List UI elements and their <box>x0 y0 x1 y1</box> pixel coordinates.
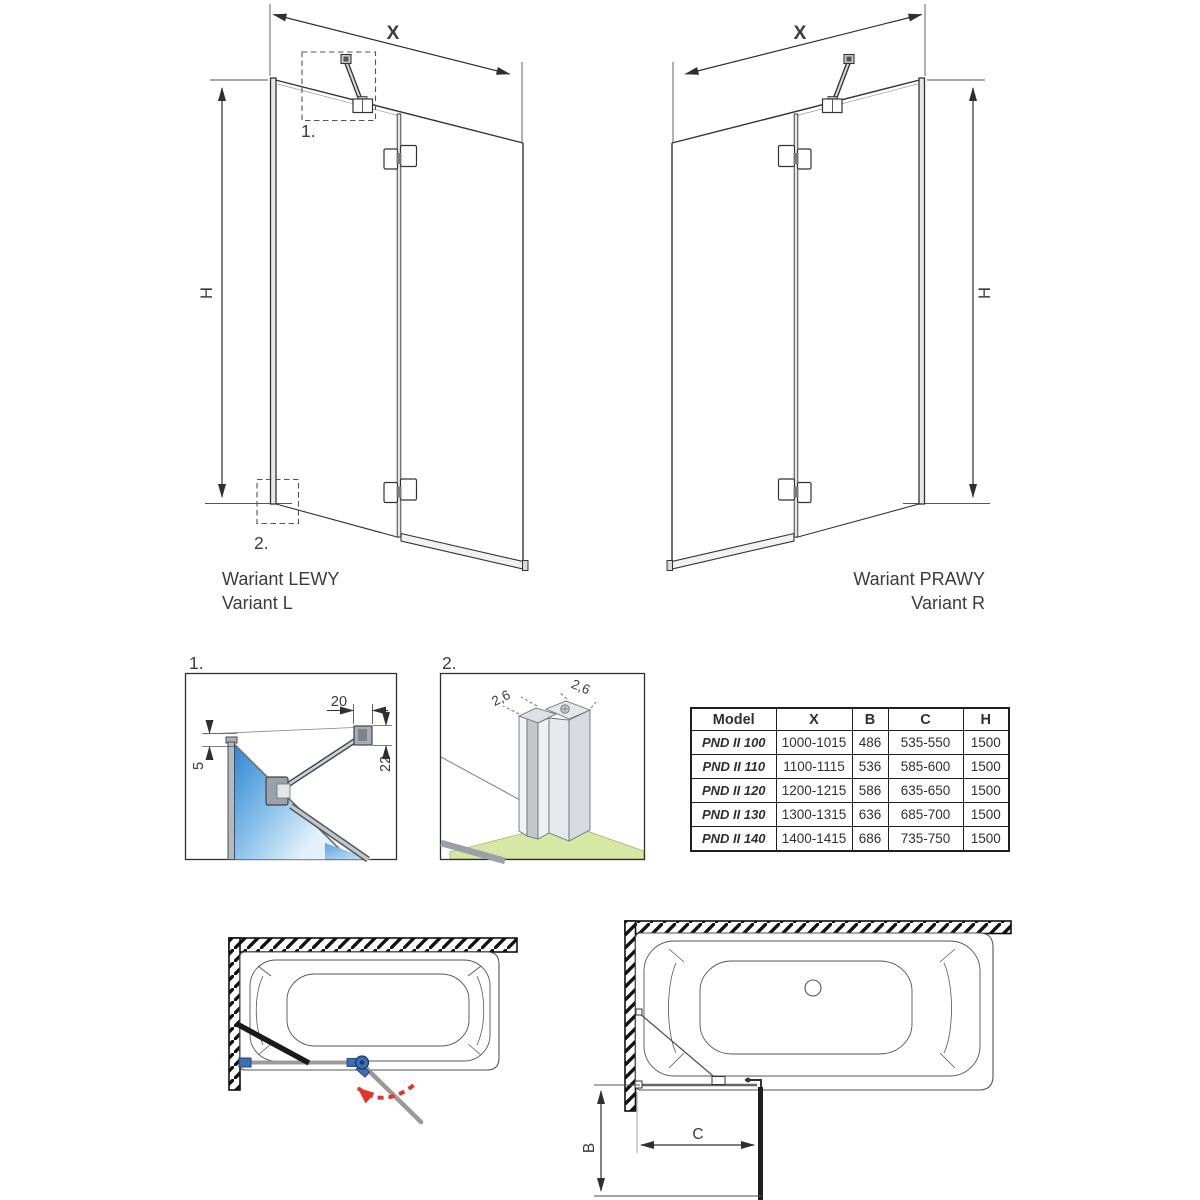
variant-left-drawing <box>198 4 528 613</box>
h-cell: 1500 <box>963 755 1009 779</box>
b-cell: 636 <box>852 803 888 827</box>
detail-2-callout-box <box>257 480 299 524</box>
model-cell: PND II 120 <box>691 779 776 803</box>
col-header-b: B <box>852 708 888 731</box>
c-cell: 685-700 <box>888 803 963 827</box>
wall-top <box>229 938 517 952</box>
wall-left <box>229 938 240 1090</box>
table-row <box>691 755 1009 779</box>
plan-view-swing <box>229 938 517 1122</box>
detail-2-drawing <box>441 653 645 861</box>
h-cell: 1500 <box>963 779 1009 803</box>
x-dimension-label-left: X <box>386 23 400 44</box>
x-cell: 1300-1315 <box>776 803 852 827</box>
variant-right-title-en: Variant R <box>911 593 985 613</box>
spec-table-header-row <box>691 708 1009 731</box>
variant-left-title-en: Variant L <box>222 593 293 613</box>
wall-bracket-plan <box>239 1058 251 1067</box>
col-header-model: Model <box>691 708 776 731</box>
model-cell: PND II 140 <box>691 827 776 852</box>
col-header-x: X <box>776 708 852 731</box>
wall-left <box>625 921 636 1111</box>
c-cell: 735-750 <box>888 827 963 852</box>
dim-26-right-label: 2,6 <box>569 676 593 698</box>
table-row <box>691 827 1009 852</box>
plan-view-open <box>581 921 1011 1200</box>
col-header-h: H <box>963 708 1009 731</box>
drain-icon <box>805 980 821 996</box>
x-cell: 1100-1115 <box>776 755 852 779</box>
detail-1-drawing <box>186 653 397 860</box>
c-dimension-label: C <box>692 1126 704 1143</box>
dim-26-left-label: 2,6 <box>489 687 513 709</box>
wall-profile-extrusion <box>519 701 590 841</box>
dim-5-label: 5 <box>191 761 207 770</box>
b-cell: 536 <box>852 755 888 779</box>
detail-1-label: 1. <box>189 653 204 673</box>
table-row <box>691 803 1009 827</box>
bathtub-outline <box>636 933 994 1090</box>
variant-left-title-pl: Wariant LEWY <box>222 569 340 589</box>
dim-22-label: 22 <box>378 755 394 772</box>
c-cell: 585-600 <box>888 755 963 779</box>
callout-1-label: 1. <box>301 121 316 141</box>
h-dimension-label-right: H <box>976 287 994 299</box>
h-cell: 1500 <box>963 827 1009 852</box>
callout-2-label: 2. <box>254 533 269 553</box>
b-cell: 486 <box>852 731 888 755</box>
b-cell: 686 <box>852 827 888 852</box>
col-header-c: C <box>888 708 963 731</box>
h-dimension-label-left: H <box>198 287 216 299</box>
model-cell: PND II 130 <box>691 803 776 827</box>
glass-wall-profile <box>228 742 235 860</box>
model-cell: PND II 110 <box>691 755 776 779</box>
table-row <box>691 731 1009 755</box>
x-cell: 1000-1015 <box>776 731 852 755</box>
x-cell: 1400-1415 <box>776 827 852 852</box>
variant-right-drawing <box>667 4 994 613</box>
table-row <box>691 779 1009 803</box>
c-cell: 635-650 <box>888 779 963 803</box>
b-dimension-label: B <box>581 1142 598 1154</box>
model-cell: PND II 100 <box>691 731 776 755</box>
h-cell: 1500 <box>963 803 1009 827</box>
detail-2-label: 2. <box>442 653 457 673</box>
x-cell: 1200-1215 <box>776 779 852 803</box>
variant-right-title-pl: Wariant PRAWY <box>853 569 985 589</box>
b-cell: 586 <box>852 779 888 803</box>
h-cell: 1500 <box>963 731 1009 755</box>
dim-20-label: 20 <box>330 694 348 710</box>
bathtub-outline <box>240 952 499 1070</box>
spec-table <box>690 707 1010 852</box>
x-dimension-label-right: X <box>793 23 807 44</box>
wall-top <box>625 921 1011 934</box>
c-cell: 535-550 <box>888 731 963 755</box>
